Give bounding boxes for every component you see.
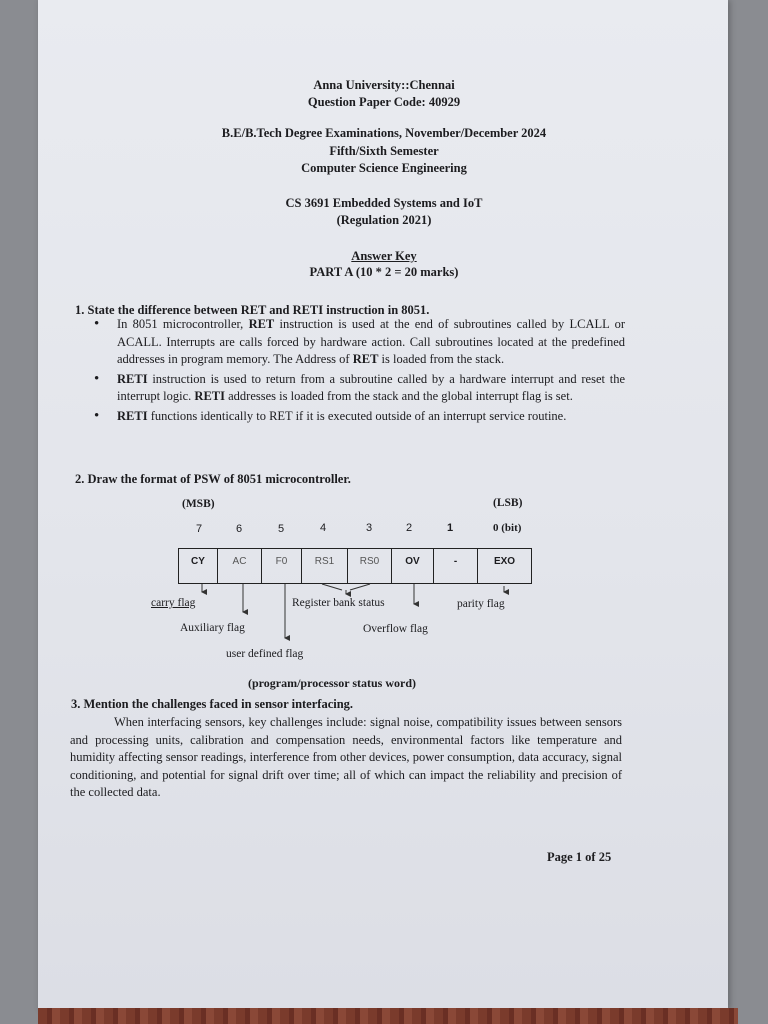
part-heading: PART A (10 * 2 = 20 marks) — [309, 265, 459, 279]
list-item: • RETI instruction is used to return from a subroutine called by a hardware interrupt and reset the interrupt logic. RETI addresses is loaded from the stack and the global interrupt flag is set. — [90, 371, 625, 406]
psw-cell-unused: - — [434, 548, 478, 584]
psw-cell-exo: EXO — [478, 548, 532, 584]
bit-number: 7 — [196, 523, 203, 535]
question-2-title: 2. Draw the format of PSW of 8051 microcontroller. — [75, 472, 351, 486]
bit-number: 5 — [278, 523, 285, 535]
table-surface — [38, 1008, 738, 1024]
auxiliary-flag-label: Auxiliary flag — [180, 622, 245, 634]
regulation: (Regulation 2021) — [336, 213, 432, 227]
psw-caption: (program/processor status word) — [248, 676, 416, 690]
bit-number: 4 — [320, 522, 327, 534]
psw-cell-rs0: RS0 — [348, 548, 392, 584]
bit-zero-label: 0 (bit) — [493, 522, 522, 534]
bit-number: 1 — [447, 522, 454, 534]
question-1-answer — [90, 316, 625, 427]
bit-number: 3 — [366, 522, 373, 534]
university-name: Anna University::Chennai — [313, 78, 455, 92]
question-3-answer: When interfacing sensors, key challenges include: signal noise, compatibility issues between sensors and processing units, calibration and compensation needs, environmental factors like temperature and humidity affecting sensor readings, interference from other devices, power consumption, data accuracy, signal conditioning, and potential for signal drift over time; all of which can impact the reliability and precision of the collected data. — [70, 715, 622, 799]
question-1-title: 1. State the difference between RET and RETI instruction in 8051. — [75, 303, 430, 317]
course-title: CS 3691 Embedded Systems and IoT — [285, 196, 483, 210]
overflow-flag-label: Overflow flag — [363, 623, 428, 635]
list-item: • In 8051 microcontroller, RET instruction is used at the end of subroutines called by LCALL or ACALL. Interrupts are calls forced by hardware action. Call subroutines located at the predefined addresses in program memory. The Address of RET is loaded from the stack. — [90, 316, 625, 369]
list-item: • RETI functions identically to RET if it is executed outside of an interrupt service routine. — [90, 408, 625, 426]
register-bank-label: Register bank status — [292, 597, 385, 609]
psw-cell-f0: F0 — [262, 548, 302, 584]
exam-title: B.E/B.Tech Degree Examinations, November/December 2024 — [221, 126, 547, 140]
psw-cell-rs1: RS1 — [302, 548, 348, 584]
question-3-title: 3. Mention the challenges faced in sensor interfacing. — [71, 697, 354, 711]
msb-label: (MSB) — [182, 498, 215, 510]
lsb-label: (LSB) — [493, 497, 523, 509]
parity-flag-label: parity flag — [457, 598, 505, 610]
paper-code: Question Paper Code: 40929 — [307, 95, 461, 109]
semester: Fifth/Sixth Semester — [329, 144, 439, 158]
answer-key-heading: Answer Key — [351, 249, 417, 263]
carry-flag-label: carry flag — [151, 597, 196, 609]
psw-cell-ov: OV — [392, 548, 434, 584]
bit-number: 6 — [236, 523, 243, 535]
bit-number: 2 — [406, 522, 413, 534]
page-number: Page 1 of 25 — [547, 850, 612, 864]
psw-cell-cy: CY — [178, 548, 218, 584]
psw-cell-ac: AC — [218, 548, 262, 584]
department: Computer Science Engineering — [301, 161, 467, 175]
user-defined-flag-label: user defined flag — [226, 648, 304, 660]
